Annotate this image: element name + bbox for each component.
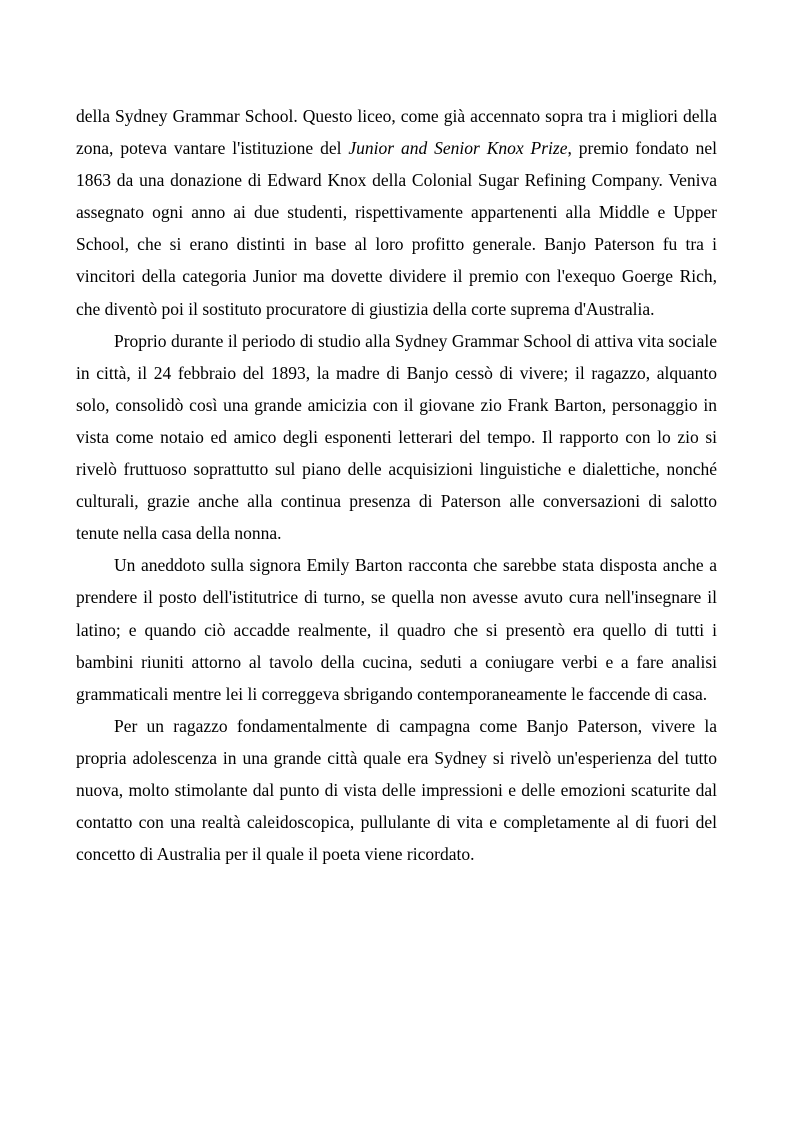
paragraph-2: Proprio durante il periodo di studio alla Sydney Grammar School di attiva vita sociale in città, il 24 febbraio del 1893, la madre di Banjo cessò di vivere; il ragazzo, alquanto solo, consolidò così una grande amicizia con il giovane zio Frank Barton, personaggio in vista come notaio ed amico degli esponenti letterari del tempo. Il rapporto con lo zio si rivelò fruttuoso soprattutto sul piano delle acquisizioni linguistiche e dialettiche, nonché culturali, grazie anche alla continua presenza di Paterson alle conversazioni di salotto tenute nella casa della nonna. [76, 330, 717, 544]
body-text [76, 100, 717, 870]
paragraph-1-text-end: , premio fondato nel 1863 da una donazione di Edward Knox della Colonial Sugar Refining Company. Veniva assegnato ogni anno ai due studenti, rispettivamente appartenenti alla Middle e Upper School, che si erano distinti in base al loro profitto generale. Banjo Paterson fu tra i vincitori della categoria Junior ma dovette dividere il premio con l'exequo Goerge Rich, che diventò poi il sostituto procuratore di giustizia della corte suprema d'Australia. [76, 138, 717, 319]
paragraph-4: Per un ragazzo fondamentalmente di campagna come Banjo Paterson, vivere la propria adolescenza in una grande città quale era Sydney si rivelò un'esperienza del tutto nuova, molto stimolante dal punto di vista delle impressioni e delle emozioni scaturite dal contatto con una realtà caleidoscopica, pullulante di vita e completamente al di fuori del concetto di Australia per il quale il poeta viene ricordato. [76, 715, 717, 865]
paragraph-1-text-start: della Sydney Grammar School. Questo liceo, come già accennato sopra tra i migliori della zona, poteva vantare l'istituzione del [76, 106, 717, 159]
paragraph-3: Un aneddoto sulla signora Emily Barton racconta che sarebbe stata disposta anche a prendere il posto dell'istitutrice di turno, se quella non avesse avuto cura nell'insegnare il latino; e quando ciò accadde realmente, il quadro che si presentò era quello di tutti i bambini riuniti attorno al tavolo della cucina, seduti a coniugare verbi e a fare analisi grammaticali mentre lei li correggeva sbrigando contemporaneamente le faccende di casa. [76, 555, 717, 704]
paragraph-1 [76, 100, 717, 325]
prize-name-italic: Junior and Senior Knox Prize [348, 138, 568, 159]
